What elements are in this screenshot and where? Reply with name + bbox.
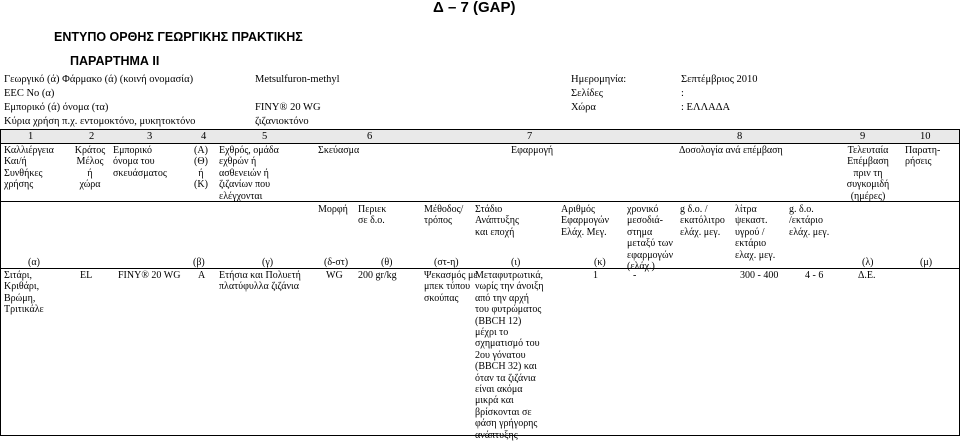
product-common-name-value: Metsulfuron-methyl xyxy=(255,74,340,85)
row-phi: Δ.Ε. xyxy=(858,270,876,281)
col-number: 10 xyxy=(920,131,931,142)
table-left-border xyxy=(0,129,1,436)
header-target-pests: Εχθρός, ομάδα εχθρών ή ασθενειών ή ζιζανίων που ελέγχονται xyxy=(219,145,279,202)
row-dose-per-ha: 4 - 6 xyxy=(805,270,824,281)
col-number: 8 xyxy=(737,131,743,142)
letter-g: (γ) xyxy=(262,257,274,268)
main-use-label: Κύρια χρήση π.χ. εντομοκτόνο, μυκητοκτόνο xyxy=(4,116,196,127)
letter-i: (ι) xyxy=(511,257,521,268)
date-label: Ημερομηνία: xyxy=(571,74,627,85)
main-use-value: ζιζανιοκτόνο xyxy=(255,116,309,127)
subheader-dose-per-ha: g. δ.ο. /εκτάριο ελάχ. μεγ. xyxy=(789,204,830,238)
col-number: 9 xyxy=(860,131,866,142)
letter-k: (κ) xyxy=(594,257,606,268)
subheader-content: Περιεκ σε δ.ο. xyxy=(358,204,387,227)
letter-row-divider xyxy=(0,268,960,269)
country-value: : ΕΛΛΑΔΑ xyxy=(681,102,731,113)
col-number: 5 xyxy=(262,131,268,142)
row-trade-name: FINY® 20 WG xyxy=(118,270,181,281)
row-type: A xyxy=(198,270,206,281)
row-method: Ψεκασμός με μπεκ τύπου σκούπας xyxy=(424,270,478,304)
letter-b: (β) xyxy=(193,257,205,268)
header-dosage: Δοσολογία ανά επέμβαση xyxy=(679,145,783,156)
row-crop: Σιτάρι, Κριθάρι, Βρώμη, Τριτικάλε xyxy=(4,270,44,316)
letter-d-st: (δ-στ) xyxy=(324,257,349,268)
product-common-name-label: Γεωργικό (ά) Φάρμακο (ά) (κοινή ονομασία) xyxy=(4,74,194,85)
col-number: 4 xyxy=(201,131,207,142)
subheader-applications: Αριθμός Εφαρμογών Ελάχ. Μεγ. xyxy=(561,204,609,238)
row-formulation: WG xyxy=(326,270,343,281)
trade-name-label: Εμπορικό (ά) όνομα (τα) xyxy=(4,102,109,113)
subheader-growth-stage: Στάδιο Ανάπτυξης και εποχή xyxy=(475,204,519,238)
letter-th: (θ) xyxy=(381,257,393,268)
header-remarks: Παρατη- ρήσεις xyxy=(905,145,941,168)
subheader-method: Μέθοδος/ τρόπος xyxy=(424,204,464,227)
header-phi: Τελευταία Επέμβαση πριν τη συγκομιδή (ημέρες) xyxy=(846,145,890,202)
header-formulation: Σκεύασμα xyxy=(318,145,360,156)
letter-l: (λ) xyxy=(862,257,874,268)
header-trade-name: Εμπορικό όνομα του σκευάσματος xyxy=(113,145,167,179)
subheader-interval: χρονικό μεσοδιά- στημα μεταξύ των εφαρμογών (ελάχ.) xyxy=(627,204,674,273)
header-application: Εφαρμογή xyxy=(511,145,554,156)
eec-no-label: EEC No (α) xyxy=(4,88,55,99)
country-label: Χώρα xyxy=(571,102,596,113)
col-number: 7 xyxy=(527,131,533,142)
letter-st-i: (στ-η) xyxy=(434,257,459,268)
row-target: Ετήσια και Πολυετή πλατύφυλλα ζιζάνια xyxy=(219,270,301,293)
header-divider xyxy=(0,201,960,202)
col-number: 3 xyxy=(147,131,153,142)
pages-value: : xyxy=(681,88,684,99)
form-title: ΕΝΤΥΠΟ ΟΡΘΗΣ ΓΕΩΡΓΙΚΗΣ ΠΡΑΚΤΙΚΗΣ xyxy=(54,30,303,44)
row-content: 200 gr/kg xyxy=(358,270,397,281)
row-growth-stage: Μεταφυτρωτικά, νωρίς την άνοιξη από την αρχή του φυτρώματος (BBCH 12) μέχρι το σχηματισμό του 2ου γόνατου (BBCH 32) και όταν τα ζιζάνια είναι ακόμα μικρά και βρίσκονται σε φάση γρήγορης ανάπτυξης xyxy=(475,270,544,441)
column-number-row-bg xyxy=(0,130,960,143)
row-spray-volume: 300 - 400 xyxy=(740,270,779,281)
table-top-border xyxy=(0,129,960,130)
subheader-form: Μορφή xyxy=(318,204,348,215)
subheader-dose-per-hl: g δ.ο. / εκατόλιτρο ελάχ. μεγ. xyxy=(680,204,725,238)
annex-title: ΠΑΡΑΡΤΗΜΑ ΙΙ xyxy=(70,54,160,68)
row-applications: 1 xyxy=(593,270,598,281)
row-interval: - xyxy=(633,270,637,281)
pages-label: Σελίδες xyxy=(571,88,603,99)
row-member-state: EL xyxy=(80,270,93,281)
letter-m: (μ) xyxy=(920,257,933,268)
column-number-divider xyxy=(0,143,960,144)
col-number: 6 xyxy=(367,131,373,142)
header-member-state: Κράτος Μέλος ή χώρα xyxy=(74,145,106,191)
document-code: Δ – 7 (GAP) xyxy=(433,0,516,16)
trade-name-value: FINY® 20 WG xyxy=(255,102,321,113)
subheader-spray-volume: λίτρα ψεκαστ. υγρού / εκτάριο ελαχ. μεγ. xyxy=(735,204,776,261)
header-crop: Καλλιέργεια Και/ή Συνθήκες χρήσης xyxy=(4,145,54,191)
col-number: 1 xyxy=(28,131,34,142)
col-number: 2 xyxy=(89,131,95,142)
header-type: (Α) (Θ) ή (Κ) xyxy=(194,145,208,191)
letter-a: (α) xyxy=(28,257,40,268)
date-value: Σεπτέμβριος 2010 xyxy=(681,74,758,85)
